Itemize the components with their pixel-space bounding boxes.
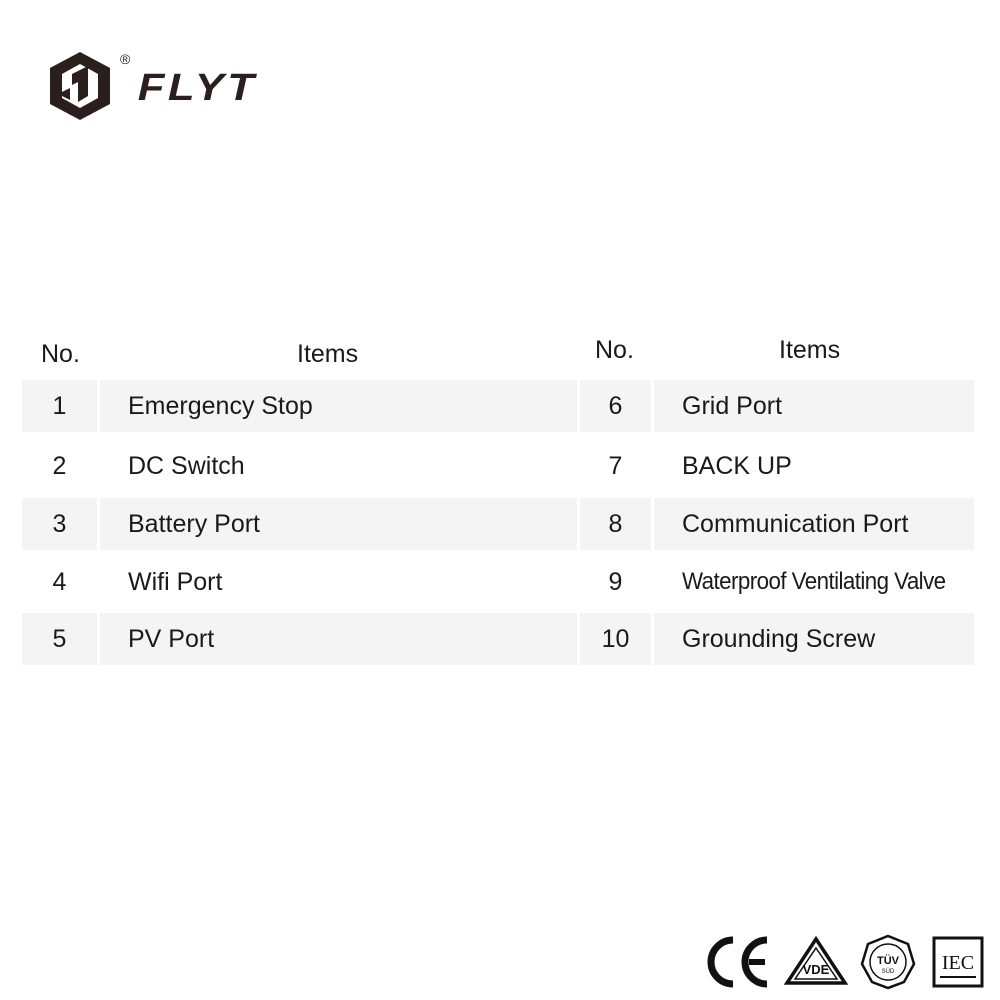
vde-mark-icon [784,936,848,988]
row-number: 4 [52,567,67,596]
row-item: Wifi Port [128,567,223,596]
row-number: 9 [608,567,623,596]
row-item [654,556,974,608]
row-number: 1 [22,380,97,432]
row-item: Emergency Stop [100,380,577,432]
row-item: DC Switch [128,451,245,480]
table-row [22,613,974,665]
row-item: Grid Port [654,380,974,432]
row-number: 6 [580,380,651,432]
table-row [22,556,974,608]
ce-mark-icon [705,934,771,990]
row-item: Grounding Screw [654,613,974,665]
tuv-sud-mark-icon [860,934,916,990]
row-number: 5 [22,613,97,665]
header-items-right: Items [779,336,841,364]
row-item: PV Port [100,613,577,665]
svg-text:VDE: VDE [802,962,830,977]
row-number: 8 [580,498,651,550]
certification-marks [700,934,990,990]
row-item: BACK UP [682,451,792,480]
svg-text:SÜD: SÜD [881,969,895,975]
table-row [22,498,974,550]
brand-logo [48,48,263,123]
row-number: 2 [52,451,67,480]
header-no-right: No. [595,336,634,364]
registered-mark: ® [120,51,131,67]
row-number: 3 [22,498,97,550]
row-item: Communication Port [654,498,974,550]
svg-text:IEC: IEC [941,952,975,974]
row-item-text: Waterproof Ventilating Valve [682,568,946,595]
header-items-left: Items [297,340,359,368]
row-number: 10 [580,613,651,665]
row-number: 7 [608,451,623,480]
iec-mark-icon [932,936,984,988]
flyt-logo-mark-icon [50,52,110,120]
row-item: Battery Port [100,498,577,550]
svg-text:TÜV: TÜV [877,955,899,967]
brand-wordmark: FLYT [137,65,258,109]
svg-text:CE: CE [705,934,707,935]
table-row [22,380,974,432]
table-row [22,440,974,492]
header-no-left: No. [41,340,80,368]
